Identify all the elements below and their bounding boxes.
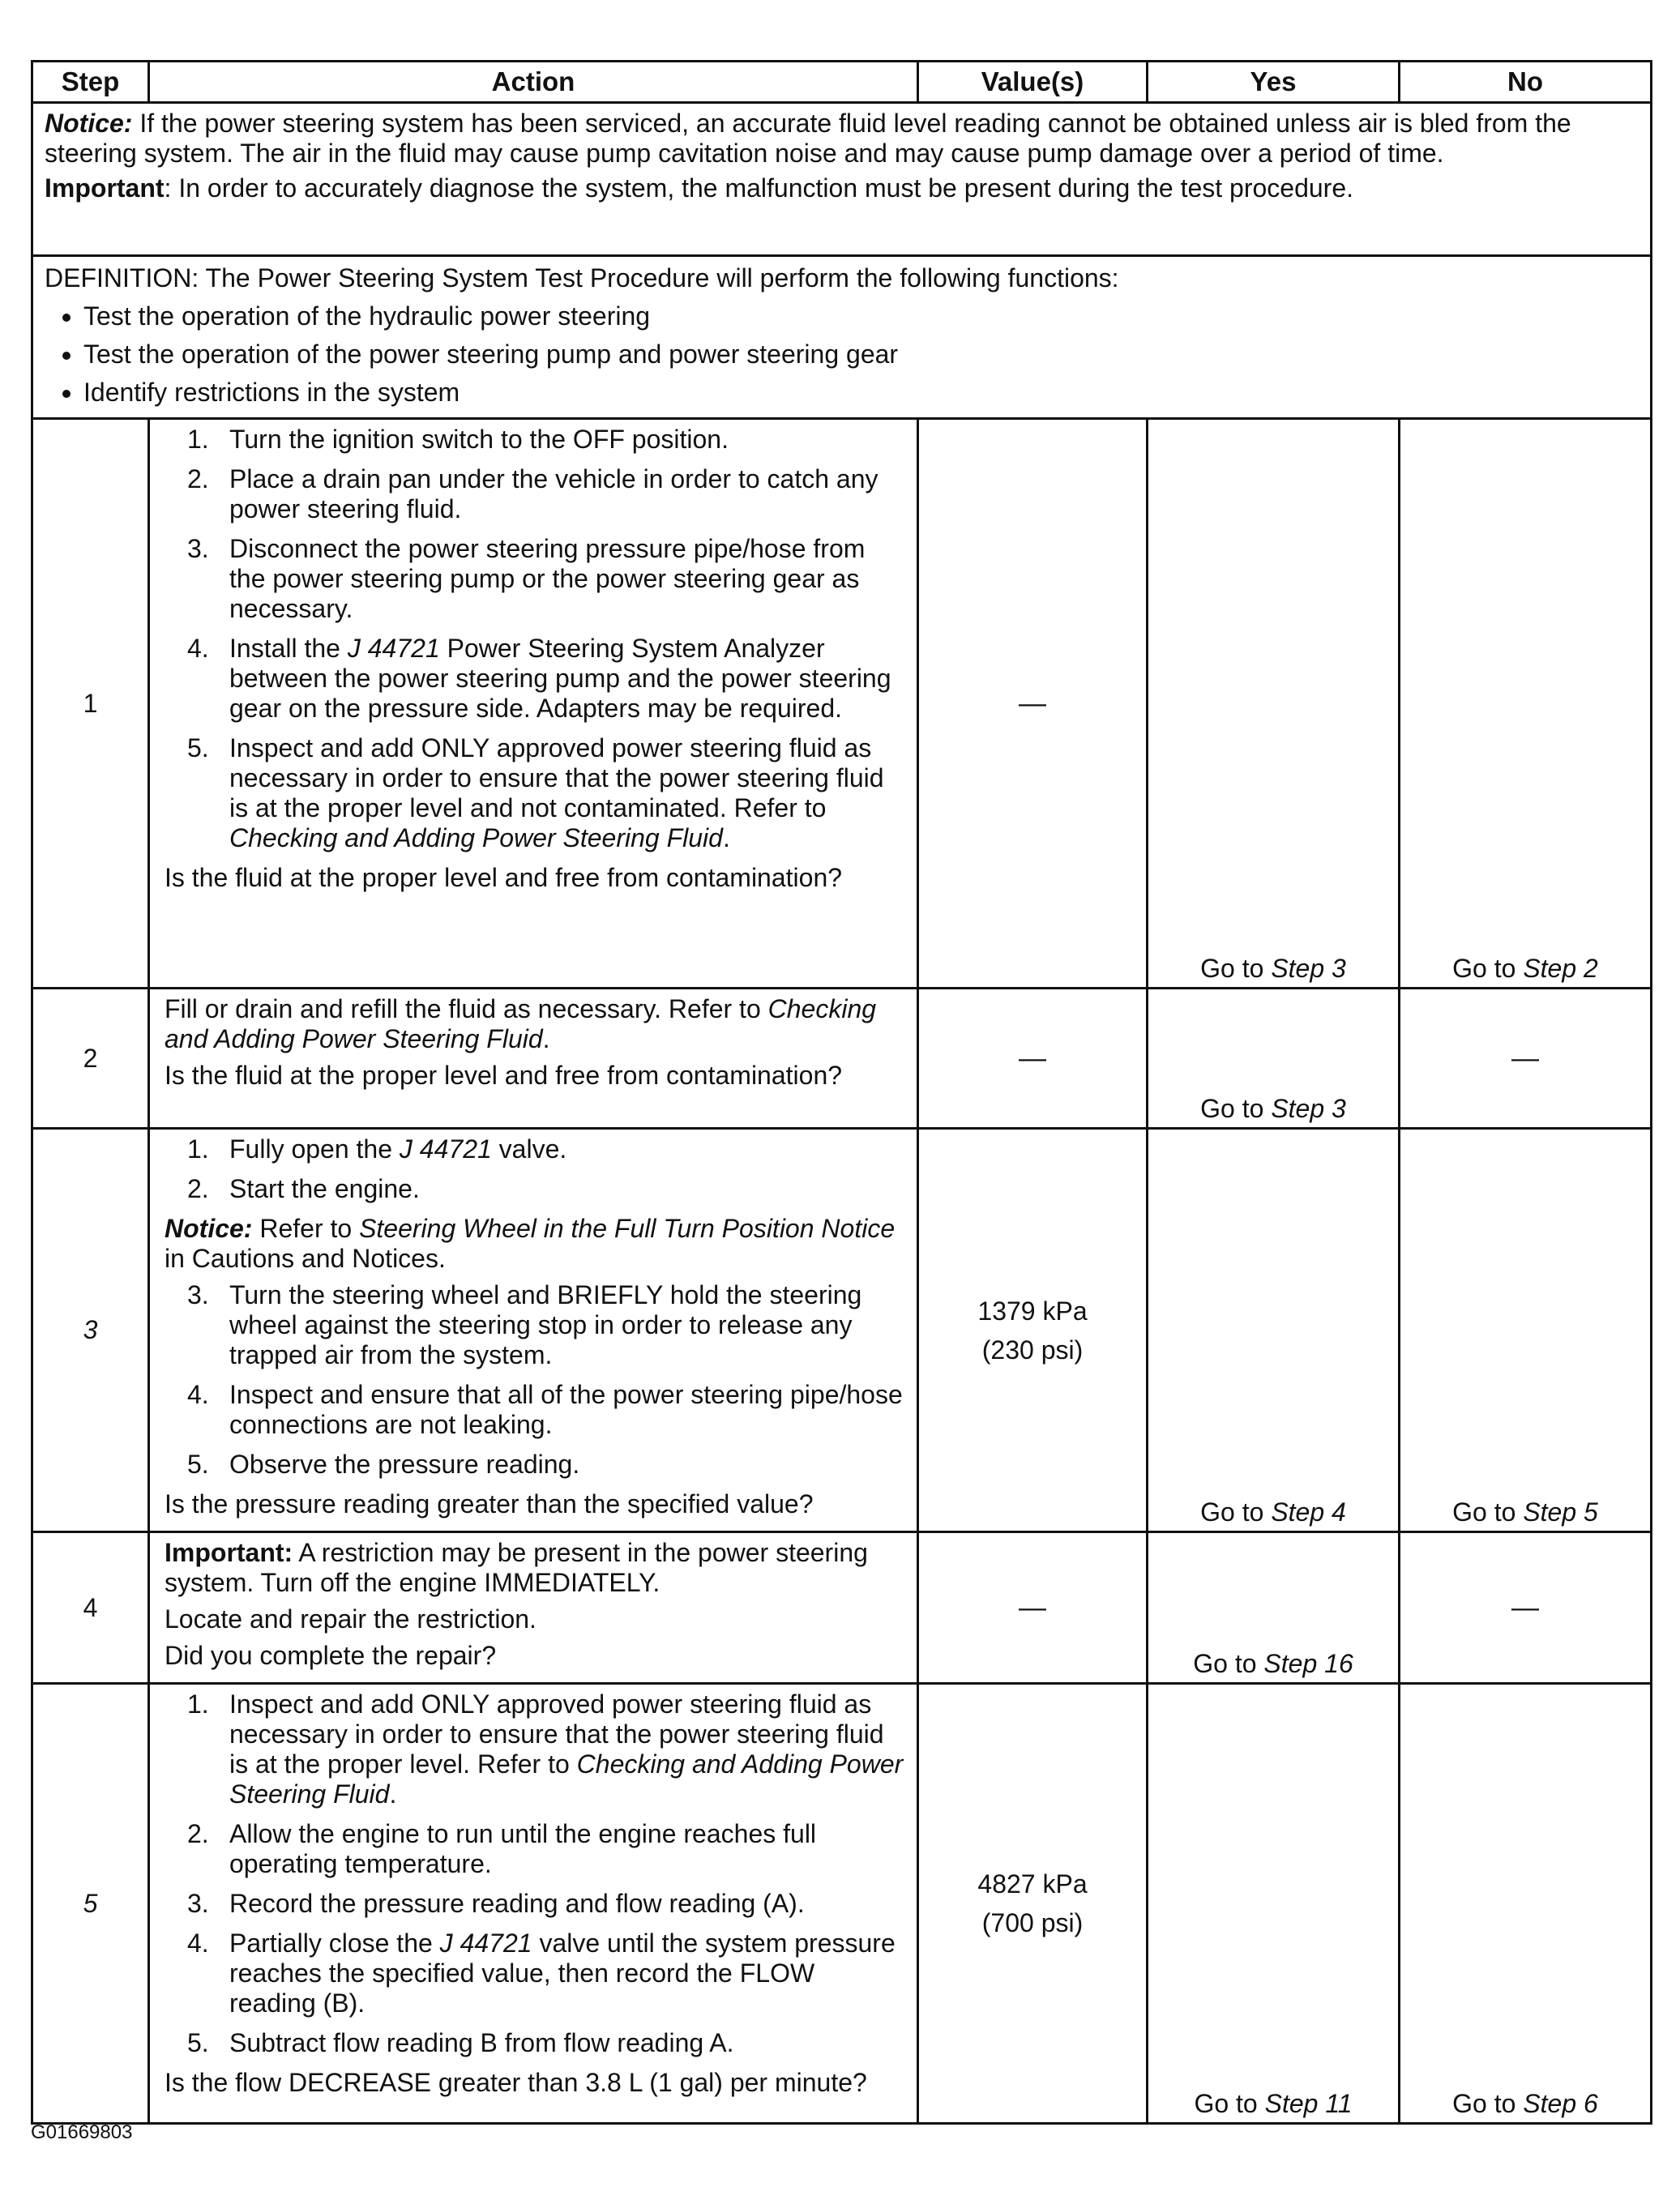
- action-item: 5. Observe the pressure reading.: [187, 1450, 580, 1479]
- header-row: [32, 62, 1652, 103]
- action-item: 5. Subtract flow reading B from flow reading A.: [187, 2028, 734, 2057]
- tool-ref: J 44721: [347, 634, 440, 663]
- step-number: 3: [32, 1129, 149, 1532]
- action-item: 2. Place a drain pan under the vehicle in order to catch any power steering fluid.: [187, 464, 878, 523]
- no-result: Go to Step 5: [1400, 1129, 1652, 1532]
- step-row-5: [32, 1684, 1652, 2124]
- procedure-ref: Checking and Adding Power Steering Fluid: [229, 823, 723, 852]
- action-item: 3. Record the pressure reading and flow reading (A).: [187, 1889, 805, 1918]
- notice-row: [32, 103, 1652, 256]
- step-action: [149, 1129, 918, 1532]
- important-paragraph: [45, 173, 1639, 203]
- step-row-3: [32, 1129, 1652, 1532]
- step-number: 4: [32, 1532, 149, 1684]
- header-no: No: [1400, 62, 1652, 103]
- notice-cell: [32, 103, 1652, 256]
- step-row-1: [32, 419, 1652, 989]
- pressure-psi: (700 psi): [981, 1908, 1084, 1937]
- definition-list: [45, 301, 1639, 408]
- step-row-4: [32, 1532, 1652, 1684]
- step-instruction: Locate and repair the restriction.: [165, 1604, 536, 1634]
- no-result: —: [1400, 1532, 1652, 1684]
- header-values: Value(s): [918, 62, 1148, 103]
- action-item: 1. Inspect and add ONLY approved power steering fluid as necessary in order to ensure that the power steering fluid is at the proper level. Refer to Checking and Adding Power Steering Fluid.: [187, 1689, 904, 1809]
- step-number: 1: [32, 419, 149, 989]
- header-action: Action: [149, 62, 918, 103]
- step-question: Is the fluid at the proper level and free from contamination?: [165, 1061, 843, 1090]
- step-notice: Notice: Refer to Steering Wheel in the Full Turn Position Notice in Cautions and Notices.: [165, 1214, 896, 1273]
- step-row-2: [32, 989, 1652, 1129]
- diagnostic-table-page: [31, 60, 1650, 2125]
- important-text: : In order to accurately diagnose the system, the malfunction must be present during the test procedure.: [164, 173, 1354, 203]
- action-item: 3. Disconnect the power steering pressure pipe/hose from the power steering pump or the power steering gear as necessary.: [187, 534, 866, 623]
- step-value: —: [918, 419, 1148, 989]
- notice-paragraph: [45, 109, 1639, 169]
- pressure-kpa: 4827 kPa: [977, 1869, 1088, 1899]
- action-list: [165, 1280, 905, 1480]
- definition-bullet: • Identify restrictions in the system: [83, 378, 1639, 408]
- action-list: [165, 425, 905, 853]
- action-list: [165, 1689, 905, 2058]
- action-list: [165, 1134, 905, 1204]
- no-result: —: [1400, 989, 1652, 1129]
- no-result: Go to Step 6: [1400, 1684, 1652, 2124]
- action-item: 3. Turn the steering wheel and BRIEFLY hold the steering wheel against the steering stop in order to release any trapped air from the system.: [187, 1280, 862, 1369]
- action-item: 1. Fully open the J 44721 valve.: [187, 1134, 567, 1164]
- action-item: 2. Start the engine.: [187, 1174, 420, 1203]
- no-result: Go to Step 2: [1400, 419, 1652, 989]
- notice-text: If the power steering system has been serviced, an accurate fluid level reading cannot be obtained unless air is bled from the steering system. The air in the fluid may cause pump cavitation noise and may cause pump damage over a period of time.: [45, 109, 1571, 168]
- diagnostic-table: [31, 60, 1652, 2125]
- procedure-ref: Checking and Adding Power Steering Fluid: [229, 1749, 904, 1809]
- definition-cell: [32, 256, 1652, 419]
- step-number: 2: [32, 989, 149, 1129]
- step-question: Is the flow DECREASE greater than 3.8 L (1 gal) per minute?: [165, 2068, 867, 2097]
- step-action: [149, 989, 918, 1129]
- step-value: —: [918, 1532, 1148, 1684]
- step-question: Is the pressure reading greater than the specified value?: [165, 1489, 814, 1519]
- step-value: [918, 1129, 1148, 1532]
- action-item: 4. Inspect and ensure that all of the power steering pipe/hose connections are not leaking.: [187, 1380, 903, 1439]
- procedure-ref: Checking and Adding Power Steering Fluid: [165, 994, 877, 1053]
- action-item: 5. Inspect and add ONLY approved power steering fluid as necessary in order to ensure that the power steering fluid is at the proper level and not contaminated. Refer to Checking and Adding Power Steering Fluid.: [187, 733, 884, 852]
- step-number: 5: [32, 1684, 149, 2124]
- yes-result: Go to Step 3: [1148, 989, 1400, 1129]
- header-yes: Yes: [1148, 62, 1400, 103]
- step-question: Is the fluid at the proper level and free from contamination?: [165, 863, 843, 892]
- yes-result: Go to Step 11: [1148, 1684, 1400, 2124]
- action-item: 1. Turn the ignition switch to the OFF position.: [187, 425, 729, 454]
- definition-bullet: • Test the operation of the hydraulic power steering: [83, 301, 1639, 331]
- pressure-psi: (230 psi): [981, 1335, 1084, 1365]
- pressure-kpa: 1379 kPa: [977, 1296, 1088, 1326]
- important-label: Important: [45, 173, 165, 203]
- step-question: Did you complete the repair?: [165, 1641, 497, 1670]
- step-important: Important: A restriction may be present in the power steering system. Turn off the engine IMMEDIATELY.: [165, 1538, 868, 1597]
- header-step: Step: [32, 62, 149, 103]
- action-item: 4. Install the J 44721 Power Steering System Analyzer between the power steering pump and the power steering gear on the pressure side. Adapters may be required.: [187, 634, 891, 723]
- definition-row: [32, 256, 1652, 419]
- definition-intro: DEFINITION: The Power Steering System Test Procedure will perform the following functions:: [45, 263, 1119, 293]
- step-instruction: Fill or drain and refill the fluid as necessary. Refer to Checking and Adding Power Steering Fluid.: [165, 994, 877, 1053]
- definition-bullet: • Test the operation of the power steering pump and power steering gear: [83, 340, 1639, 369]
- step-value: —: [918, 989, 1148, 1129]
- step-action: [149, 419, 918, 989]
- step-action: [149, 1684, 918, 2124]
- yes-result: Go to Step 16: [1148, 1532, 1400, 1684]
- figure-code: G01669803: [31, 2121, 133, 2143]
- action-item: 4. Partially close the J 44721 valve until the system pressure reaches the specified value, then record the FLOW reading (B).: [187, 1929, 896, 2018]
- step-action: [149, 1532, 918, 1684]
- notice-label: Notice:: [45, 109, 133, 138]
- yes-result: Go to Step 4: [1148, 1129, 1400, 1532]
- tool-ref: J 44721: [439, 1929, 532, 1958]
- yes-result: Go to Step 3: [1148, 419, 1400, 989]
- tool-ref: J 44721: [399, 1134, 492, 1164]
- action-item: 2. Allow the engine to run until the engine reaches full operating temperature.: [187, 1819, 817, 1878]
- step-value: [918, 1684, 1148, 2124]
